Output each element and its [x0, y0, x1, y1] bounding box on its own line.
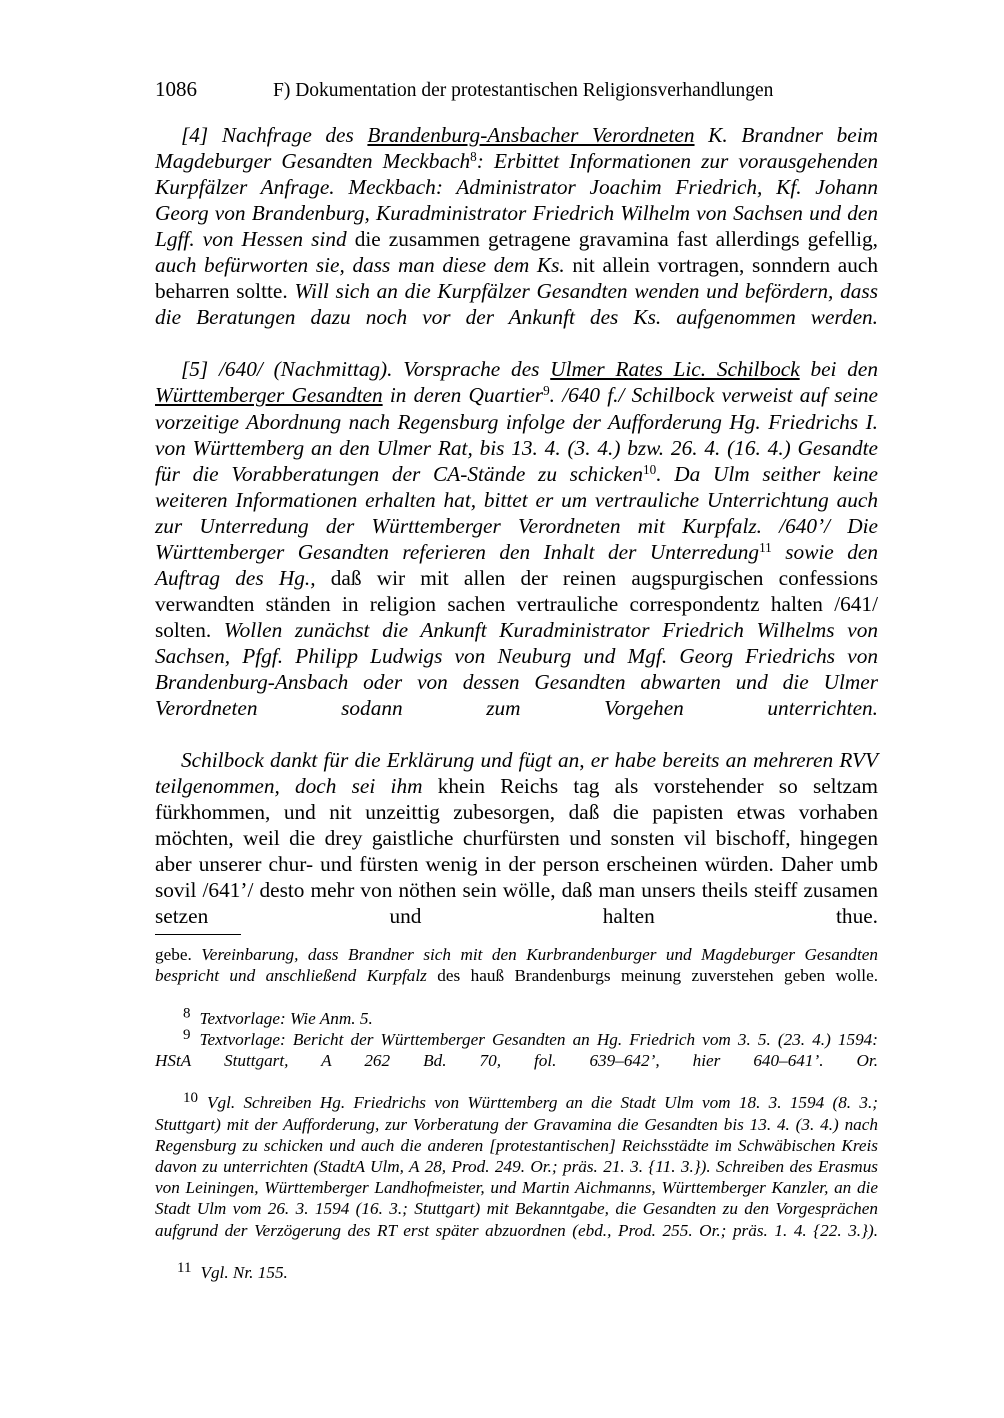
footnote-ref-8[interactable]: 8 [470, 149, 477, 165]
footnote-item-9 [155, 1026, 878, 1093]
p5-roman-1: daß wir mit allen der reinen augspurgischen confessions verwandten ständen in religion sachen vertrauliche correspondentz halten /641/ solten. [155, 565, 878, 642]
p5-underlined-1: Ulmer Rates Lic. Schilbock [550, 357, 800, 382]
footnote-item-10 [155, 1092, 878, 1262]
footnote-separator-rule [155, 934, 241, 935]
footnote-item-8 [155, 1005, 878, 1029]
p5-italic-1: [5] /640/ (Nachmittag). Vorsprache des [181, 357, 551, 382]
p6-italic-1: Schilbock dankt für die Erklärung und fügt an, er habe bereits an mehreren RVV teilgenommen, doch sei ihm [155, 748, 878, 799]
p5-italic-7: Wollen zunächst die Ankunft Kuradministrator Friedrich Wilhelms von Sachsen, Pfgf. Philipp Ludwigs von Neuburg und Mgf. Georg Friedrichs von Brandenburg-Ansbach oder von dessen Gesandten abwarten und die Ulmer Verordneten sodann zum Vorgehen unterrichten. [155, 617, 878, 721]
footnote-block [155, 944, 878, 1283]
footnote-text-9: Textvorlage: Bericht der Württemberger Gesandten an Hg. Friedrich vom 3. 5. (23. 4.) 1594: HStA Stuttgart, A 262 Bd. 70, fol. 639–642’, hier 640–641’. Or. [155, 1029, 878, 1071]
p4-italic-2: : Erbittet Informationen zur vorausgehenden Kurpfälzer Anfrage. Meckbach: Administrator Joachim Friedrich, Kf. Johann Georg von Brandenburg, Kuradministrator Friedrich Wilhelm von Sachsen und den Lgff. von Hessen sind [155, 149, 878, 252]
p5-italic-5: . Da Ulm seither keine weiteren Informationen erhalten hat, bittet er um vertrauliche Unterrichtung auch zur Unterredung der Württemberger Verordneten mit Kurpfalz. /640’/ Die Württemberger Gesandten referieren den Inhalt der Unterredung [155, 461, 878, 564]
p4-italic-3: auch befürworten sie, dass man diese dem Ks. [155, 253, 573, 278]
footnote-continuation [155, 944, 878, 1008]
footnote-text-11: Vgl. Nr. 155. [200, 1263, 288, 1283]
fn-cont-roman-2: des hauß Brandenburgs meinung zuverstehen geben wolle. [437, 966, 878, 986]
footnote-number-8[interactable]: 8 [183, 1005, 191, 1022]
p4-roman-1: die zusammen getragene gravamina fast allerdings gefellig, [354, 227, 878, 252]
p4-roman-2: nit allein vortragen, sonndern auch beharren soltte. [155, 253, 878, 304]
body-text [155, 122, 878, 956]
p5-italic-3: in deren Quartier [382, 383, 544, 408]
footnote-number-11[interactable]: 11 [177, 1259, 192, 1276]
footnote-text-8: Textvorlage: Wie Anm. 5. [199, 1008, 373, 1028]
running-head-title: F) Dokumentation der protestantischen Religionsverhandlungen [273, 80, 774, 101]
p5-italic-4: . /640 f./ Schilbock verweist auf seine vorzeitige Abordnung nach Regensburg infolge der Aufforderung Hg. Friedrichs I. von Württemberg an den Ulmer Rat, bis 13. 4. (3. 4.) bzw. 26. 4. (16. 4.) Gesandte für die Vorabberatungen der CA-Stände zu schicken [155, 383, 878, 486]
running-head [155, 76, 878, 104]
page-number: 1086 [155, 77, 197, 101]
p5-underlined-2: Württemberger Gesandten [155, 383, 383, 408]
paragraph-6 [155, 747, 878, 955]
p4-italic-4: Will sich an die Kurpfälzer Gesandten wenden und befördern, dass die Beratungen dazu noch vor der Ankunft des Ks. aufgenommen werden. [155, 279, 878, 330]
footnote-ref-11[interactable]: 11 [759, 539, 772, 555]
p4-italic-1: K. Brandner beim Magdeburger Gesandten Meckbach [155, 123, 878, 174]
p6-roman-1: khein Reichs tag als vorstehender so seltzam fürkhommen, und nit unzeittig zubesorgen, daß die papisten etwas vorhaben möchten, weil die drey gaistliche churfürsten und sonsten vil bischoff, hingegen aber unserer chur- und fürsten wenig in der person erscheinen würden. Daher umb sovil /641’/ desto mehr von nöthen sein wölle, daß man unsers theils steiff zusamen setzen und halten thue. [155, 774, 878, 929]
footnote-text-10: Vgl. Schreiben Hg. Friedrichs von Württemberg an die Stadt Ulm vom 18. 3. 1594 (8. 3.; Stuttgart) mit der Aufforderung, zur Vorberatung der Gravamina die Gesandten bis 13. 4. (3. 4.) nach Regensburg zu schicken und auch die anderen [protestantischen] Reichsstädte im Schwäbischen Kreis davon zu unterrichten (StadtA Ulm, A 28, Prod. 249. Or.; präs. 21. 3. {11. 3.}). Schreiben des Erasmus von Leiningen, Württemberger Landhofmeister, und Martin Aichmanns, Württemberger Kanzler, an die Stadt Ulm vom 26. 3. 1594 (16. 3.; Stuttgart) mit Bekanntgabe, die Gesandten zu den Vorgesprächen aufgrund der Verzögerung des RT erst später abzuordnen (ebd., Prod. 255. Or.; präs. 1. 4. {22. 3.}). [155, 1093, 878, 1240]
footnote-number-10[interactable]: 10 [183, 1090, 198, 1107]
fn-cont-italic-1: Vereinbarung, dass Brandner sich mit den Kurbrandenburger und Magdeburger Gesandten bespricht und anschließend Kurpfalz [155, 945, 878, 986]
p5-italic-2: bei den [799, 357, 878, 382]
paragraph-5 [155, 356, 878, 747]
footnote-ref-9[interactable]: 9 [543, 383, 550, 399]
fn-cont-roman-1: gebe. [155, 945, 202, 964]
p4-marker: [4] Nachfrage des [181, 123, 368, 147]
paragraph-4 [155, 122, 878, 356]
p4-underlined-person: Brandenburg-Ansbacher Verordneten [367, 123, 695, 147]
footnote-item-11 [155, 1259, 878, 1283]
p5-italic-6: sowie den Auftrag des Hg., [155, 539, 878, 590]
footnote-ref-10[interactable]: 10 [643, 461, 657, 477]
footnote-number-9[interactable]: 9 [183, 1026, 191, 1043]
